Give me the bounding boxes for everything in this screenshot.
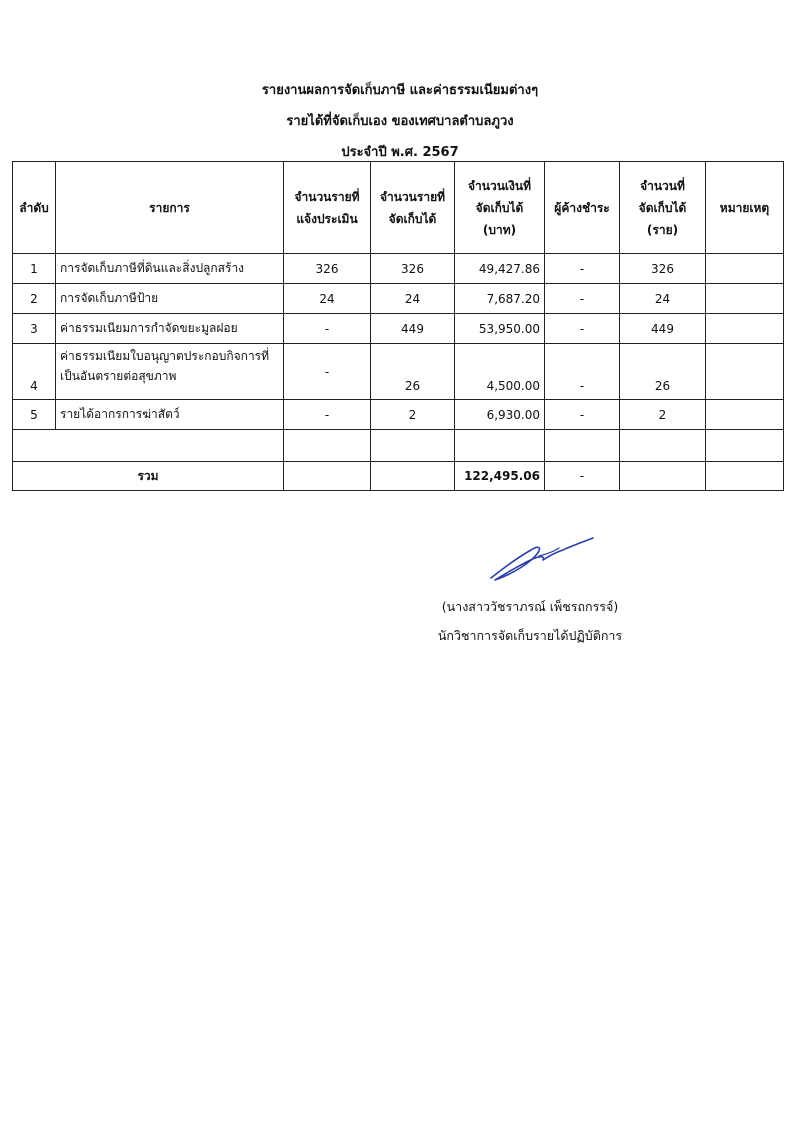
handwritten-signature	[487, 534, 595, 584]
signer-position: นักวิชาการจัดเก็บรายได้ปฏิบัติการ	[437, 628, 623, 643]
col-header-assessed: จำนวนรายที่ แจ้งประเมิน	[284, 162, 371, 254]
empty-cell	[284, 430, 371, 462]
row-number: 1	[13, 254, 56, 284]
table-row	[13, 344, 784, 400]
row-amount: 6,930.00	[455, 400, 545, 430]
row-remark	[706, 400, 784, 430]
col-header-no: ลำดับ	[13, 162, 56, 254]
report-title: รายงานผลการจัดเก็บภาษี และค่าธรรมเนียมต่างๆ	[261, 83, 539, 98]
row-collected-cases: 2	[371, 400, 455, 430]
row-number: 2	[13, 284, 56, 314]
table-header-row	[13, 162, 784, 254]
row-collected-cases: 26	[371, 344, 455, 400]
row-collected-count: 26	[620, 344, 706, 400]
col-header-item: รายการ	[56, 162, 284, 254]
row-assessed: 326	[284, 254, 371, 284]
row-collected-count: 449	[620, 314, 706, 344]
row-assessed: 24	[284, 284, 371, 314]
table-row	[13, 284, 784, 314]
col-header-outstanding: ผู้ค้างชำระ	[545, 162, 620, 254]
row-item	[56, 344, 284, 400]
col-header-remark: หมายเหตุ	[706, 162, 784, 254]
row-number: 4	[13, 344, 56, 400]
row-outstanding: -	[545, 344, 620, 400]
table-row	[13, 254, 784, 284]
row-number: 3	[13, 314, 56, 344]
row-remark	[706, 344, 784, 400]
total-amount: 122,495.06	[455, 462, 545, 491]
empty-cell	[620, 430, 706, 462]
row-outstanding: -	[545, 254, 620, 284]
row-item: รายได้อากรการฆ่าสัตว์	[56, 400, 284, 430]
row-remark	[706, 284, 784, 314]
row-item: ค่าธรรมเนียมการกำจัดขยะมูลฝอย	[56, 314, 284, 344]
row-outstanding: -	[545, 400, 620, 430]
row-assessed: -	[284, 314, 371, 344]
table-total-row	[13, 462, 784, 491]
row-item: การจัดเก็บภาษีป้าย	[56, 284, 284, 314]
empty-cell	[371, 462, 455, 491]
table-row-empty	[13, 430, 784, 462]
report-year: ประจำปี พ.ศ. 2567	[341, 145, 459, 160]
row-collected-cases: 24	[371, 284, 455, 314]
row-amount: 53,950.00	[455, 314, 545, 344]
row-outstanding: -	[545, 314, 620, 344]
row-item: การจัดเก็บภาษีที่ดินและสิ่งปลูกสร้าง	[56, 254, 284, 284]
row-amount: 4,500.00	[455, 344, 545, 400]
row-remark	[706, 254, 784, 284]
row-amount: 7,687.20	[455, 284, 545, 314]
col-header-collected-cases: จำนวนรายที่ จัดเก็บได้	[371, 162, 455, 254]
total-outstanding: -	[545, 462, 620, 491]
empty-cell	[13, 430, 284, 462]
empty-cell	[455, 430, 545, 462]
table-row	[13, 400, 784, 430]
row-number: 5	[13, 400, 56, 430]
report-subtitle: รายได้ที่จัดเก็บเอง ของเทศบาลตำบลภูวง	[286, 114, 514, 129]
col-header-amount: จำนวนเงินที่ จัดเก็บได้ (บาท)	[455, 162, 545, 254]
row-remark	[706, 314, 784, 344]
row-collected-count: 326	[620, 254, 706, 284]
row-collected-cases: 326	[371, 254, 455, 284]
col-header-collected-count: จำนวนที่ จัดเก็บได้ (ราย)	[620, 162, 706, 254]
empty-cell	[284, 462, 371, 491]
row-item-line: ค่าธรรมเนียมใบอนุญาตประกอบกิจการที่	[60, 349, 270, 363]
empty-cell	[545, 430, 620, 462]
row-item-line: เป็นอันตรายต่อสุขภาพ	[60, 369, 177, 383]
row-assessed: -	[284, 400, 371, 430]
empty-cell	[706, 430, 784, 462]
empty-cell	[371, 430, 455, 462]
empty-cell	[620, 462, 706, 491]
row-amount: 49,427.86	[455, 254, 545, 284]
signer-name: (นางสาววัชราภรณ์ เพ็ชรถกรรจ์)	[441, 599, 619, 614]
row-collected-cases: 449	[371, 314, 455, 344]
report-table	[12, 161, 784, 491]
row-collected-count: 2	[620, 400, 706, 430]
empty-cell	[706, 462, 784, 491]
row-outstanding: -	[545, 284, 620, 314]
row-collected-count: 24	[620, 284, 706, 314]
total-label: รวม	[13, 462, 284, 491]
table-row	[13, 314, 784, 344]
row-assessed: -	[284, 344, 371, 400]
